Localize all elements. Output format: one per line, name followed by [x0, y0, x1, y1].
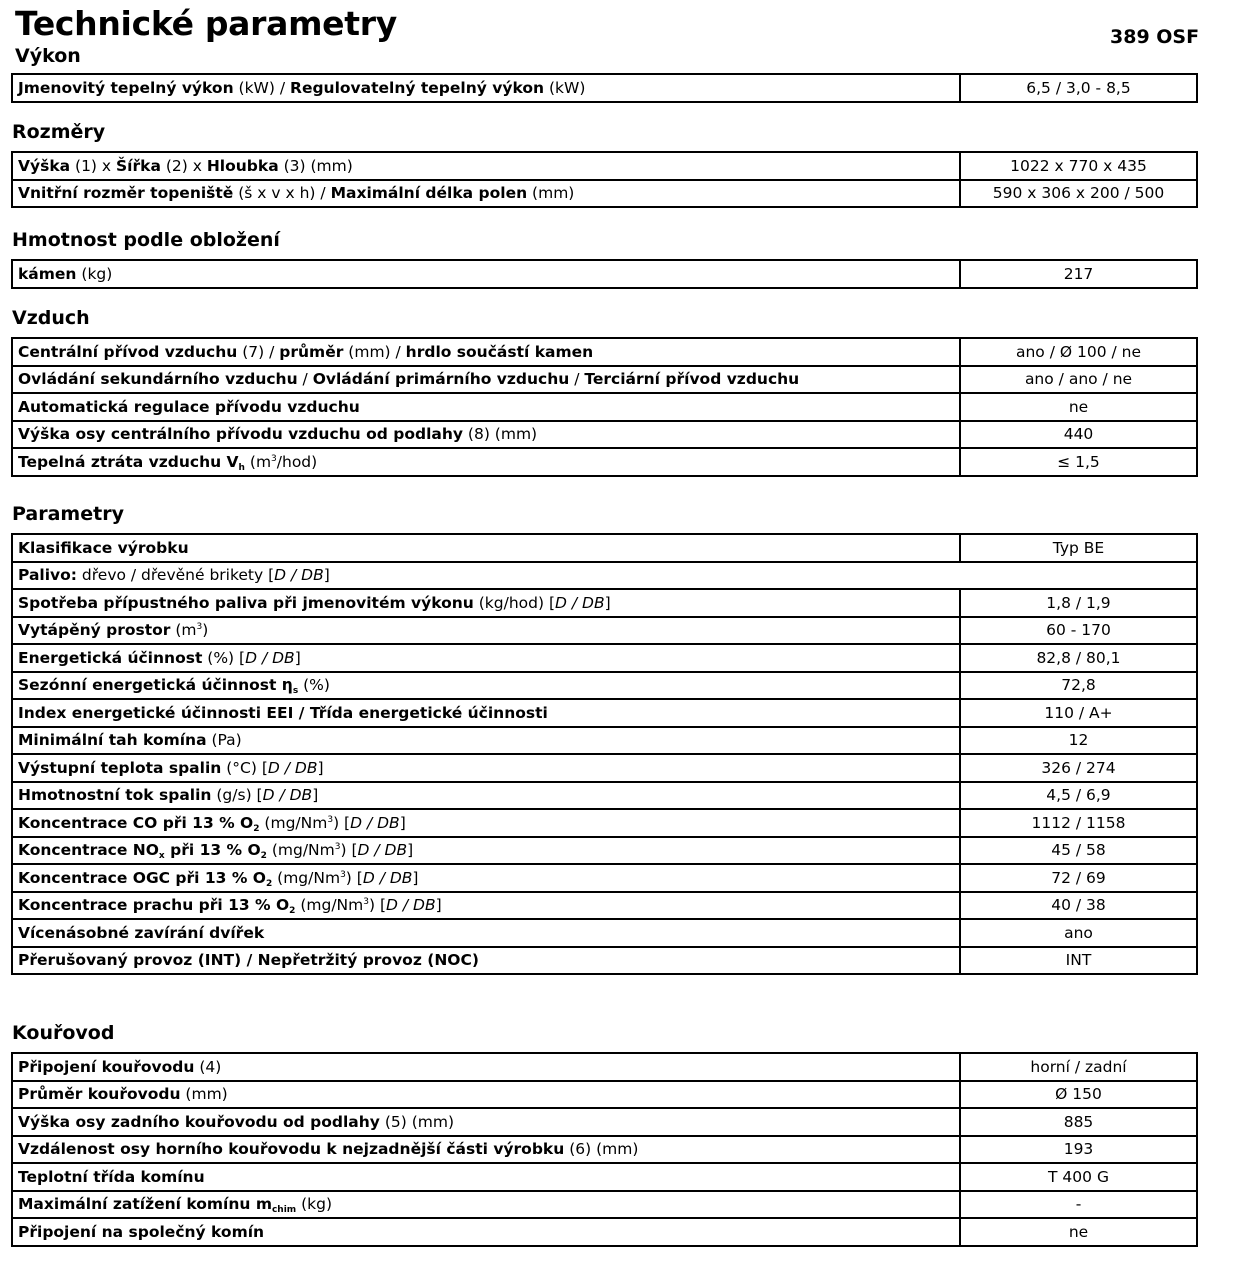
spec-value: 6,5 / 3,0 - 8,5 [960, 74, 1197, 102]
spec-value: 60 - 170 [960, 617, 1197, 645]
spec-value: 885 [960, 1108, 1197, 1136]
spec-row [12, 1163, 1197, 1191]
spec-row [12, 393, 1197, 421]
spec-value: 82,8 / 80,1 [960, 644, 1197, 672]
spec-label: Jmenovitý tepelný výkon (kW) / Regulovatelný tepelný výkon (kW) [12, 74, 960, 102]
spec-value: ano [960, 919, 1197, 947]
spec-label: Výška osy centrálního přívodu vzduchu od podlahy (8) (mm) [12, 421, 960, 449]
spec-label: Index energetické účinnosti EEI / Třída energetické účinnosti [12, 699, 960, 727]
section-heading-parametry: Parametry [12, 503, 124, 525]
spec-value: INT [960, 947, 1197, 975]
spec-value: 12 [960, 727, 1197, 755]
spec-row [12, 562, 1197, 590]
spec-label: Vícenásobné zavírání dvířek [12, 919, 960, 947]
spec-row [12, 892, 1197, 920]
spec-value: 40 / 38 [960, 892, 1197, 920]
spec-label: Připojení kouřovodu (4) [12, 1053, 960, 1081]
spec-row [12, 1136, 1197, 1164]
spec-label: Centrální přívod vzduchu (7) / průměr (mm) / hrdlo součástí kamen [12, 338, 960, 366]
spec-label: Koncentrace OGC při 13 % $O_2$ (mg/Nm$^3$) [D / DB] [12, 864, 960, 892]
spec-row [12, 782, 1197, 810]
spec-value: 110 / A+ [960, 699, 1197, 727]
spec-row [12, 74, 1197, 102]
spec-label: Spotřeba přípustného paliva při jmenovitém výkonu (kg/hod) [D / DB] [12, 589, 960, 617]
table-vzduch [11, 337, 1198, 477]
spec-row [12, 152, 1197, 180]
section-heading-rozmery: Rozměry [12, 121, 106, 143]
spec-value: ano / Ø 100 / ne [960, 338, 1197, 366]
table-kourovod [11, 1052, 1198, 1247]
section-heading-kourovod: Kouřovod [12, 1022, 115, 1044]
spec-row [12, 421, 1197, 449]
spec-value: 217 [960, 260, 1197, 288]
spec-value: Typ BE [960, 534, 1197, 562]
spec-label: Vytápěný prostor $(m^3)$ [12, 617, 960, 645]
spec-row [12, 1081, 1197, 1109]
spec-row [12, 727, 1197, 755]
spec-value: T 400 G [960, 1163, 1197, 1191]
spec-value: 72 / 69 [960, 864, 1197, 892]
spec-value: 440 [960, 421, 1197, 449]
spec-row [12, 919, 1197, 947]
spec-value: 72,8 [960, 672, 1197, 700]
spec-label: Koncentrace $NO_x$ při 13 % $O_2$ (mg/Nm$^3$) [D / DB] [12, 837, 960, 865]
spec-label: Výstupní teplota spalin (°C) [D / DB] [12, 754, 960, 782]
spec-value: 326 / 274 [960, 754, 1197, 782]
spec-value: horní / zadní [960, 1053, 1197, 1081]
spec-label: Vnitřní rozměr topeniště (š x v x h) / Maximální délka polen (mm) [12, 180, 960, 208]
spec-value: ne [960, 393, 1197, 421]
spec-label: Teplotní třída komínu [12, 1163, 960, 1191]
model-name: 389 OSF [1110, 26, 1200, 48]
spec-row [12, 699, 1197, 727]
spec-value: - [960, 1191, 1197, 1219]
spec-value: ano / ano / ne [960, 366, 1197, 394]
spec-row [12, 1218, 1197, 1246]
section-heading-vykon: Výkon [15, 45, 81, 67]
spec-value: 193 [960, 1136, 1197, 1164]
spec-row [12, 534, 1197, 562]
spec-label: kámen (kg) [12, 260, 960, 288]
section-heading-hmotnost: Hmotnost podle obložení [12, 229, 280, 251]
spec-label: Koncentrace prachu při 13 % $O_2$ (mg/Nm$^3$) [D / DB] [12, 892, 960, 920]
spec-label: Průměr kouřovodu (mm) [12, 1081, 960, 1109]
spec-label: Vzdálenost osy horního kouřovodu k nejzadnější části výrobku (6) (mm) [12, 1136, 960, 1164]
spec-label: Koncentrace CO při 13 % $O_2$ (mg/Nm$^3$) [D / DB] [12, 809, 960, 837]
spec-row [12, 366, 1197, 394]
spec-row [12, 1053, 1197, 1081]
spec-row [12, 644, 1197, 672]
spec-row [12, 837, 1197, 865]
page-title: Technické parametry [15, 4, 397, 43]
table-hmotnost [11, 259, 1198, 289]
spec-value: ≤ 1,5 [960, 448, 1197, 476]
spec-label: Přerušovaný provoz (INT) / Nepřetržitý provoz (NOC) [12, 947, 960, 975]
spec-label: Minimální tah komína (Pa) [12, 727, 960, 755]
spec-label: Ovládání sekundárního vzduchu / Ovládání primárního vzduchu / Terciární přívod vzduchu [12, 366, 960, 394]
spec-row [12, 448, 1197, 476]
spec-row [12, 180, 1197, 208]
spec-row [12, 809, 1197, 837]
spec-label: Tepelná ztráta vzduchu $V_h$ $(m^3/hod)$ [12, 448, 960, 476]
spec-row [12, 338, 1197, 366]
spec-label: Klasifikace výrobku [12, 534, 960, 562]
spec-label: Výška (1) x Šířka (2) x Hloubka (3) (mm) [12, 152, 960, 180]
spec-value: ne [960, 1218, 1197, 1246]
spec-value: 1112 / 1158 [960, 809, 1197, 837]
spec-row [12, 1108, 1197, 1136]
table-parametry [11, 533, 1198, 975]
spec-row [12, 1191, 1197, 1219]
spec-row [12, 947, 1197, 975]
spec-label: Maximální zatížení komínu $m_{chim}$ (kg) [12, 1191, 960, 1219]
table-vykon [11, 73, 1198, 103]
spec-label: Palivo: dřevo / dřevěné brikety [D / DB] [12, 562, 1197, 590]
spec-value: 1,8 / 1,9 [960, 589, 1197, 617]
spec-value: 4,5 / 6,9 [960, 782, 1197, 810]
spec-row [12, 864, 1197, 892]
spec-label: Automatická regulace přívodu vzduchu [12, 393, 960, 421]
spec-row [12, 617, 1197, 645]
spec-row [12, 672, 1197, 700]
spec-row [12, 589, 1197, 617]
spec-label: Energetická účinnost (%) [D / DB] [12, 644, 960, 672]
spec-label: Připojení na společný komín [12, 1218, 960, 1246]
spec-value: Ø 150 [960, 1081, 1197, 1109]
spec-value: 590 x 306 x 200 / 500 [960, 180, 1197, 208]
spec-value: 45 / 58 [960, 837, 1197, 865]
spec-label: Výška osy zadního kouřovodu od podlahy (5) (mm) [12, 1108, 960, 1136]
spec-row [12, 260, 1197, 288]
section-heading-vzduch: Vzduch [12, 307, 90, 329]
spec-value: 1022 x 770 x 435 [960, 152, 1197, 180]
table-rozmery [11, 151, 1198, 208]
spec-label: Sezónní energetická účinnost $\eta_s$ (%) [12, 672, 960, 700]
spec-row [12, 754, 1197, 782]
spec-label: Hmotnostní tok spalin (g/s) [D / DB] [12, 782, 960, 810]
